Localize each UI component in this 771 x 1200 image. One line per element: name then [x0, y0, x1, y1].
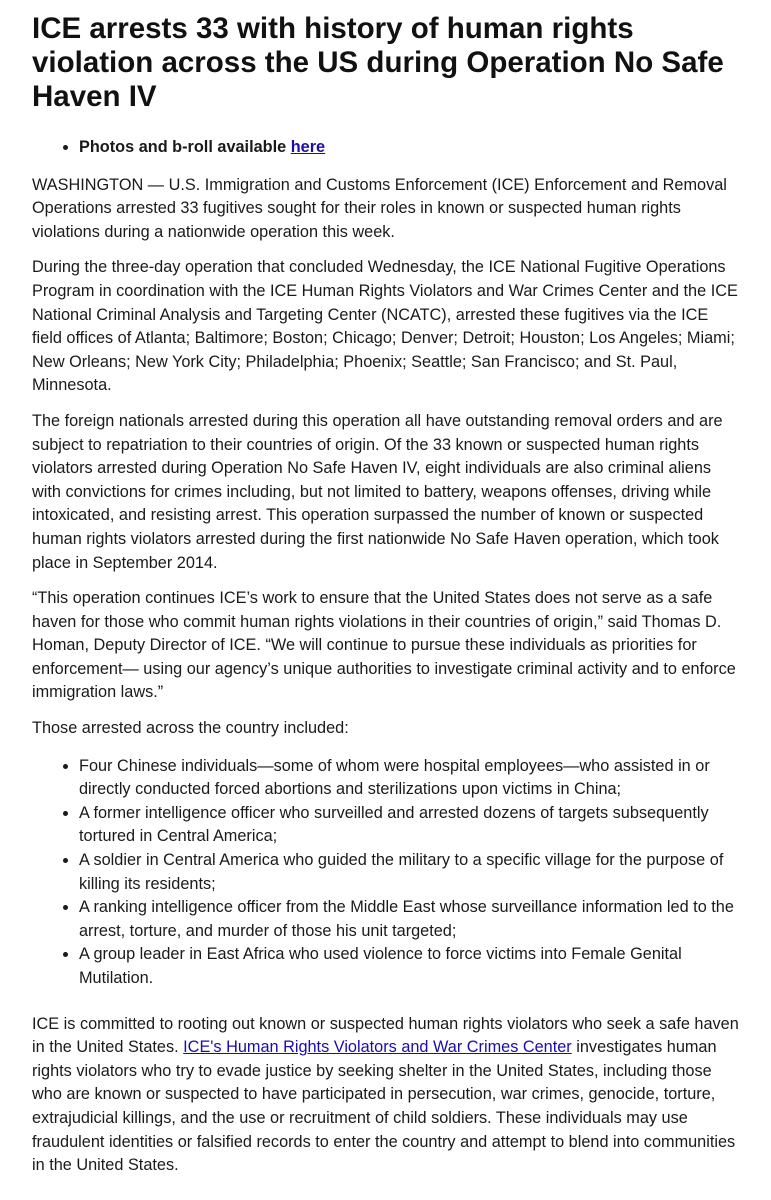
list-item: • A group leader in East Africa who used violence to force victims into Female Genital Mutilation. [79, 943, 741, 990]
media-here-link[interactable]: here [290, 138, 326, 156]
closing-text-start: ICE is committed to rooting out known or suspected human rights violators who seek a safe haven in the United States. [32, 1014, 739, 1057]
paragraph-closing [32, 1013, 741, 1178]
media-note-list [32, 136, 741, 160]
arrests-list [32, 755, 741, 991]
paragraph-operation: During the three-day operation that concluded Wednesday, the ICE National Fugitive Operations Program in coordination with the ICE Human Rights Violators and War Crimes Center and the ICE National Criminal Analysis and Targeting Center (NCATC), arrested these fugitives via the ICE field offices of Atlanta; Baltimore; Boston; Chicago; Denver; Detroit; Houston; Los Angeles; Miami; New Orleans; New York City; Philadelphia; Phoenix; Seattle; San Francisco; and St. Paul, Minnesota. [32, 258, 738, 395]
list-item: • A ranking intelligence officer from the Middle East whose surveillance information led to the arrest, torture, and murder of those his unit targeted; [79, 896, 741, 943]
article-title: ICE arrests 33 with history of human rights violation across the US during Operation No Safe Haven IV [32, 12, 724, 113]
list-intro: Those arrested across the country included: [32, 719, 349, 738]
war-crimes-center-link[interactable]: ICE's Human Rights Violators and War Crimes Center [183, 1038, 572, 1057]
list-item: • A former intelligence officer who surveilled and arrested dozens of targets subsequently tortured in Central America; [79, 802, 741, 849]
media-note-text: Photos and b-roll available [79, 138, 291, 156]
list-item: • A soldier in Central America who guided the military to a specific village for the purpose of killing its residents; [79, 849, 741, 896]
paragraph-intro: WASHINGTON — U.S. Immigration and Customs Enforcement (ICE) Enforcement and Removal Operations arrested 33 fugitives sought for their roles in known or suspected human rights violations during a nationwide operation this week. [32, 175, 727, 241]
paragraph-quote: “This operation continues ICE’s work to ensure that the United States does not serve as a safe haven for those who commit human rights violations in their countries of origin,” said Thomas D. Homan, Deputy Director of ICE. “We will continue to pursue these individuals as priorities for enforcement— using our agency’s unique authorities to investigate criminal activity and to enforce immigration laws.” [32, 589, 736, 702]
list-item: • Four Chinese individuals—some of whom were hospital employees—who assisted in or directly conducted forced abortions and sterilizations upon victims in China; [79, 755, 741, 802]
paragraph-foreign-nationals: The foreign nationals arrested during this operation all have outstanding removal orders and are subject to repatriation to their countries of origin. Of the 33 known or suspected human rights violators arrested during Operation No Safe Haven IV, eight individuals are also criminal aliens with convictions for crimes including, but not limited to battery, weapons offenses, driving while intoxicated, and resisting arrest. This operation surpassed the number of known or suspected human rights violators arrested during the first nationwide No Safe Haven operation, which took place in September 2014. [32, 411, 723, 572]
media-note [79, 136, 741, 160]
closing-text-end: investigates human rights violators who try to evade justice by seeking shelter in the United States, including those who are known or suspected to have participated in persecution, war crimes, genocide, torture, extrajudicial killings, and the use or recruitment of child soldiers. These individuals may use fraudulent identities or falsified records to enter the country and attempt to blend into communities in the United States. [32, 1038, 736, 1175]
